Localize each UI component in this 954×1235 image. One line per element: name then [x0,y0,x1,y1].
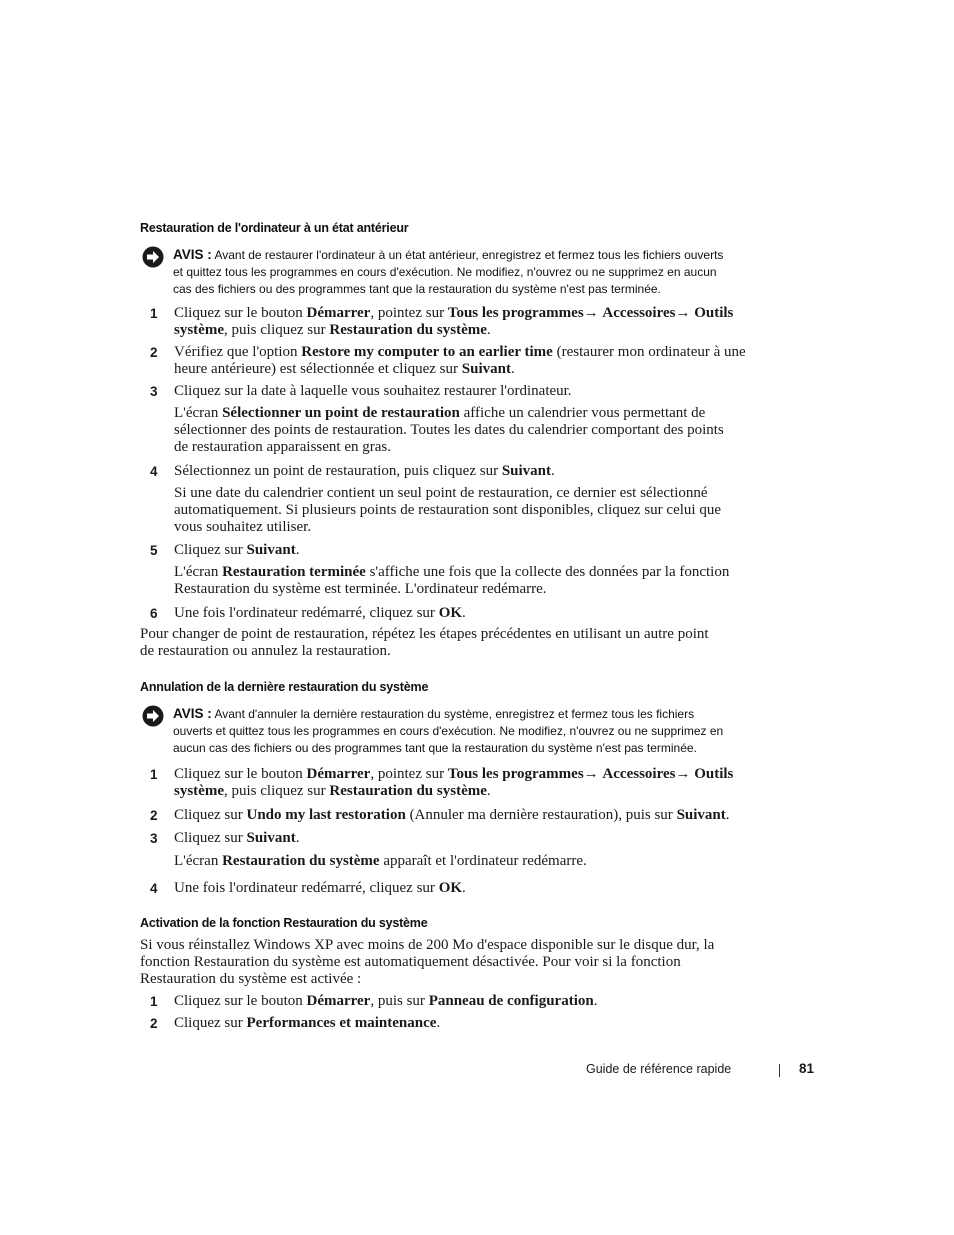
step-number: 2 [150,808,158,823]
notice-label: AVIS : [173,247,212,262]
step-number: 6 [150,606,158,621]
section-heading-restore: Restauration de l'ordinateur à un état antérieur [140,221,409,235]
notice-text [173,246,763,298]
step-text: Une fois l'ordinateur redémarré, cliquez sur OK. [174,880,466,896]
step-text: Cliquez sur Suivant. [174,542,300,558]
step-number: 3 [150,384,158,399]
closing-paragraph: Pour changer de point de restauration, répétez les étapes précédentes en utilisant un autre point de restauration ou annulez la restauration. [140,626,709,659]
step-text: Une fois l'ordinateur redémarré, cliquez sur OK. [174,605,466,621]
step-detail: Si une date du calendrier contient un seul point de restauration, ce dernier est sélectionné automatiquement. Si plusieurs points de restauration sont disponibles, cliquez sur celui que vous souhaitez utiliser. [174,485,721,535]
notice-box-restore [140,246,760,298]
step-number: 2 [150,345,158,360]
step-number: 4 [150,881,158,896]
notice-line: Avant d'annuler la dernière restauration du système, enregistrez et fermez tous les fichiers [214,707,695,721]
step-number: 1 [150,767,158,782]
footer-guide-title: Guide de référence rapide [586,1062,732,1076]
notice-line: aucun cas des fichiers ou des programmes tant que la restauration du système n'est pas terminée. [173,741,697,755]
step-number: 4 [150,464,158,479]
step-detail: L'écran Restauration terminée s'affiche une fois que la collecte des données par la fonction Restauration du système est terminée. L'ordinateur redémarre. [174,564,730,597]
step-text: Cliquez sur le bouton Démarrer, pointez sur Tous les programmes→ Accessoires→ Outils système, puis cliquez sur Restauration du système. [174,766,734,799]
page-number: 81 [799,1061,815,1076]
notice-arrow-icon [142,246,164,268]
step-text: Vérifiez que l'option Restore my computer to an earlier time (restaurer mon ordinateur à une heure antérieure) est sélectionnée et cliquez sur Suivant. [174,344,746,377]
notice-box-undo [140,705,760,757]
step-text: Cliquez sur la date à laquelle vous souhaitez restaurer l'ordinateur. [174,383,572,399]
notice-arrow-icon [142,705,164,727]
step-detail: L'écran Restauration du système apparaît et l'ordinateur redémarre. [174,853,587,869]
notice-label: AVIS : [173,706,212,721]
notice-line: ouverts et quittez tous les programmes en cours d'exécution. Ne modifiez, n'ouvrez ou ne supprimez en [173,724,724,738]
intro-paragraph: Si vous réinstallez Windows XP avec moins de 200 Mo d'espace disponible sur le disque dur, la fonction Restauration du système est automatiquement désactivée. Pour voir si la fonction Restauration du système est activée : [140,937,715,987]
step-number: 2 [150,1016,158,1031]
step-detail: L'écran Sélectionner un point de restauration affiche un calendrier vous permettant de sélectionner des points de restauration. Toutes les dates du calendrier comportant des points de restauration apparaissent en gras. [174,405,724,455]
step-text: Cliquez sur Undo my last restoration (Annuler ma dernière restauration), puis sur Suivant. [174,807,730,823]
notice-text [173,705,763,757]
step-number: 5 [150,543,158,558]
step-text: Cliquez sur le bouton Démarrer, pointez sur Tous les programmes→ Accessoires→ Outils système, puis cliquez sur Restauration du système. [174,305,734,338]
footer-divider [779,1064,780,1077]
step-number: 1 [150,994,158,1009]
step-text: Cliquez sur le bouton Démarrer, puis sur Panneau de configuration. [174,993,598,1009]
step-text: Cliquez sur Suivant. [174,830,300,846]
step-number: 1 [150,306,158,321]
step-number: 3 [150,831,158,846]
notice-line: et quittez tous les programmes en cours d'exécution. Ne modifiez, n'ouvrez ou ne supprimez en aucun [173,265,717,279]
notice-line: cas des fichiers ou des programmes tant que la restauration du système n'est pas terminée. [173,282,661,296]
step-text: Sélectionnez un point de restauration, puis cliquez sur Suivant. [174,463,555,479]
step-text: Cliquez sur Performances et maintenance. [174,1015,441,1031]
notice-line: Avant de restaurer l'ordinateur à un état antérieur, enregistrez et fermez tous les fichiers ouverts [214,248,724,262]
section-heading-undo: Annulation de la dernière restauration du système [140,680,429,694]
section-heading-activation: Activation de la fonction Restauration du système [140,916,428,930]
